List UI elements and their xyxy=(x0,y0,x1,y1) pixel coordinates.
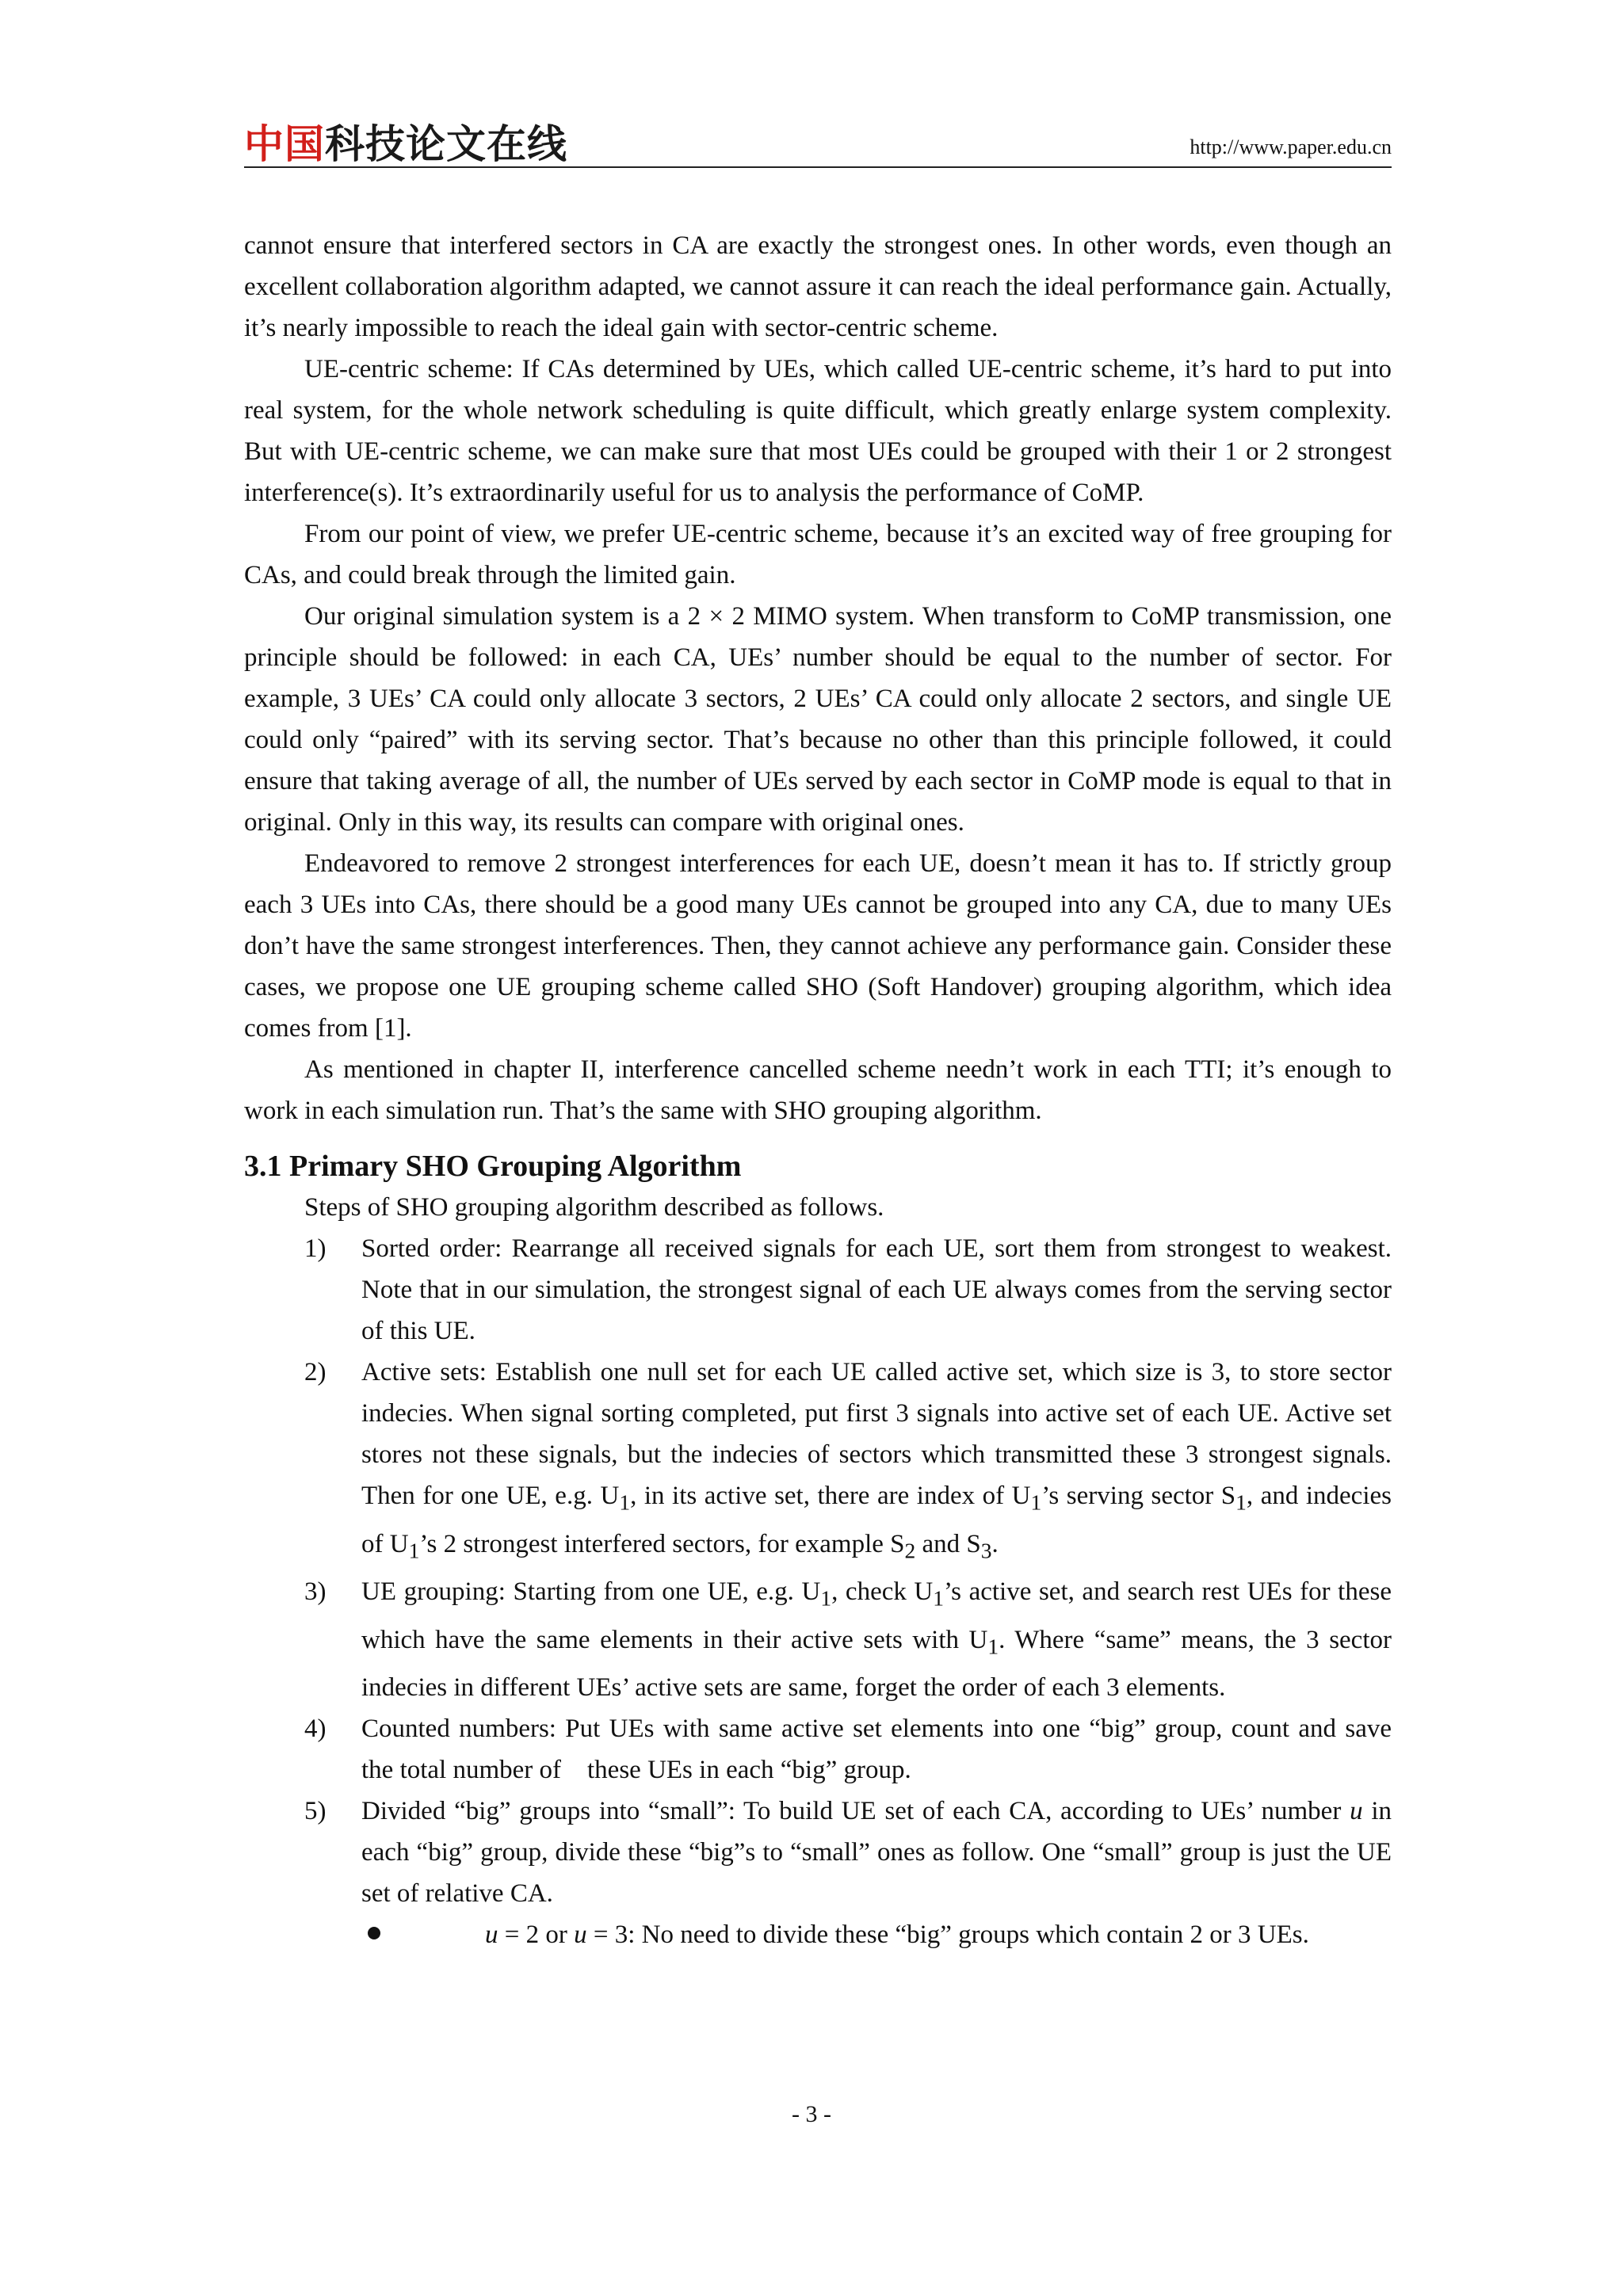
section-intro: Steps of SHO grouping algorithm described as follows. xyxy=(304,1193,884,1222)
step-number: 5) xyxy=(304,1797,327,1826)
logo-black-text: 科技论文在线 xyxy=(325,121,567,167)
list-item xyxy=(244,1791,1392,1914)
step-text: Active sets: Establish one null set for each UE called active set, which size is 3, to store sector indecies. When signal sorting completed, put first 3 signals into active set of each UE. Active set stores not these signals, but the indecies of sectors which transmitted these 3 strongest signals. Then for one UE, e.g. $U_1$, in its active set, there are index of $U_1’s$ serving sector $S_1$, and indecies of $U_1’s$ 2 strongest interfered sectors, for example $S_2$ and $S_3$. xyxy=(361,1358,1392,1563)
steps-list xyxy=(244,1228,1399,1914)
step-text: UE grouping: Starting from one UE, e.g. $U_1$, check $U_1’s$ active set, and search rest UEs for these which have the same elements in their active sets with $U_1$. Where “same” means, the 3 sector indecies in different UEs’ active sets are same, forget the order of each 3 elements. xyxy=(361,1577,1392,1703)
journal-logo xyxy=(244,122,567,166)
paragraph: From our point of view, we prefer UE-centric scheme, because it’s an excited way of free grouping for CAs, and could break through the limited gain. xyxy=(244,520,1392,589)
step-number: 2) xyxy=(304,1358,327,1386)
list-item xyxy=(244,1228,1392,1352)
step-number: 1) xyxy=(304,1234,327,1263)
article-body xyxy=(244,225,1399,1955)
bullet-text: u = 2 or u = 3: No need to divide these “big” groups which contain 2 or 3 UEs. xyxy=(485,1920,1309,1950)
list-item xyxy=(244,1571,1392,1708)
bullet-item xyxy=(244,1914,1392,1955)
paragraph: UE-centric scheme: If CAs determined by UEs, which called UE-centric scheme, it’s hard to put into real system, for the whole network scheduling is quite difficult, which greatly enlarge system complexity. But with UE-centric scheme, we can make sure that most UEs could be grouped with their 1 or 2 strongest interference(s). It’s extraordinarily useful for us to analysis the performance of CoMP. xyxy=(244,355,1392,507)
step-number: 3) xyxy=(304,1577,327,1607)
step-text: Counted numbers: Put UEs with same active set elements into one “big” group, count and save the total number of these UEs in each “big” group. xyxy=(361,1714,1399,1785)
paragraph: Endeavored to remove 2 strongest interferences for each UE, doesn’t mean it has to. If strictly group each 3 UEs into CAs, there should be a good many UEs cannot be grouped into any CA, due to many UEs don’t have the same strongest interferences. Then, they cannot achieve any performance gain. Consider these cases, we propose one UE grouping scheme called SHO (Soft Handover) grouping algorithm, which idea comes from [1]. xyxy=(244,849,1392,1043)
list-item xyxy=(244,1352,1392,1571)
page-number: - 3 - xyxy=(792,2101,831,2127)
list-item xyxy=(244,1708,1399,1791)
logo-red-text: 中国 xyxy=(244,121,325,167)
paragraph: Our original simulation system is a 2 × 2 MIMO system. When transform to CoMP transmission, one principle should be followed: in each CA, UEs’ number should be equal to the number of sector. For example, 3 UEs’ CA could only allocate 3 sectors, 2 UEs’ CA could only allocate 2 sectors, and single UE could only “paired” with its serving sector. That’s because no other than this principle followed, it could ensure that taking average of all, the number of UEs served by each sector in CoMP mode is equal to that in original. Only in this way, its results can compare with original ones. xyxy=(244,602,1392,837)
bullet-dot-icon xyxy=(244,1914,485,1955)
paragraph: As mentioned in chapter II, interference cancelled scheme needn’t work in each TTI; it’s enough to work in each simulation run. That’s the same with SHO grouping algorithm. xyxy=(244,1055,1392,1125)
paragraph: cannot ensure that interfered sectors in CA are exactly the strongest ones. In other words, even though an excellent collaboration algorithm adapted, we cannot assure it can reach the ideal performance gain. Actually, it’s nearly impossible to reach the ideal gain with sector-centric scheme. xyxy=(244,231,1392,342)
section-heading: 3.1 Primary SHO Grouping Algorithm xyxy=(244,1150,742,1183)
header-url[interactable]: http://www.paper.edu.cn xyxy=(1190,135,1392,158)
page-header xyxy=(244,117,1392,168)
step-text: Divided “big” groups into “small”: To build UE set of each CA, according to UEs’ number u in each “big” group, divide these “big”s to “small” ones as follow. One “small” group is just the UE set of relative CA. xyxy=(361,1797,1392,1909)
step-text: Sorted order: Rearrange all received signals for each UE, sort them from strongest to weakest. Note that in our simulation, the strongest signal of each UE always comes from the serving sector of this UE. xyxy=(361,1234,1392,1345)
step-number: 4) xyxy=(304,1714,327,1744)
